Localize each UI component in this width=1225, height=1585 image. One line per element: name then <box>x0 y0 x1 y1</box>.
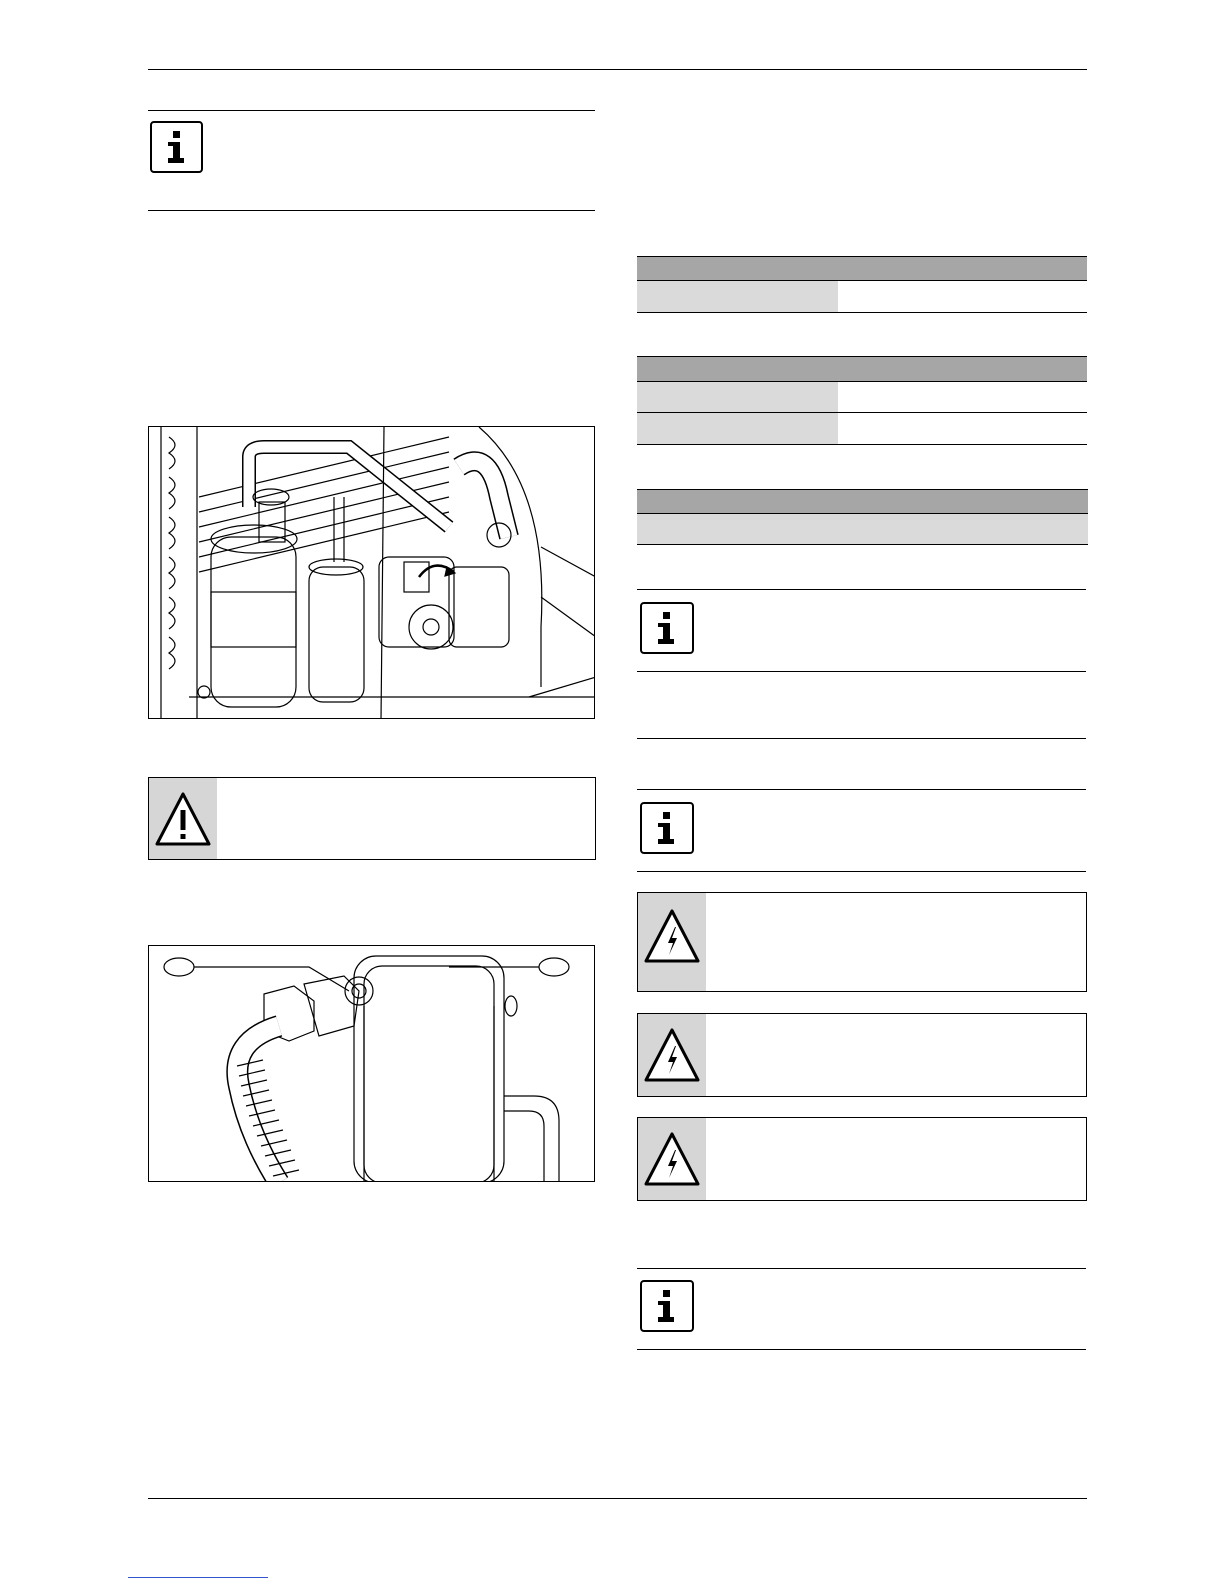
electric-warning-box-2 <box>637 1013 1087 1097</box>
right-note-2-top-rule <box>637 789 1086 790</box>
electric-hazard-icon <box>642 1130 702 1190</box>
table-2 <box>637 356 1087 445</box>
caution-triangle-icon <box>153 790 213 850</box>
right-note-2-bottom-rule <box>637 871 1086 872</box>
electric-warning-strip <box>638 1014 706 1096</box>
table-1-header <box>637 256 1087 281</box>
right-note-1-bottom-rule <box>637 671 1086 672</box>
table-2-row-2-label <box>637 413 838 444</box>
info-icon <box>640 1280 694 1332</box>
electric-warning-strip <box>638 1118 706 1200</box>
footer-rule <box>148 1498 1087 1499</box>
table-1 <box>637 256 1087 313</box>
left-note-top-rule <box>148 110 595 111</box>
right-note-1-top-rule <box>637 589 1086 590</box>
header-rule <box>148 69 1087 70</box>
right-separator-rule <box>637 738 1086 739</box>
heat-exchanger-figure <box>148 945 595 1182</box>
caution-warning-box <box>148 777 596 860</box>
footer-link-underline[interactable] <box>128 1577 268 1578</box>
electric-warning-strip <box>638 893 706 991</box>
heat-exchanger-drawing <box>149 946 595 1182</box>
table-3-row-1 <box>637 514 1088 544</box>
electric-hazard-icon <box>642 907 702 967</box>
table-2-row-1-label <box>637 382 838 412</box>
electric-warning-box-1 <box>637 892 1087 992</box>
compressor-pump-drawing <box>149 427 595 719</box>
table-1-row-1-label <box>637 281 838 312</box>
left-note-bottom-rule <box>148 210 595 211</box>
right-note-3-top-rule <box>637 1268 1086 1269</box>
info-icon <box>640 802 694 854</box>
right-note-3-bottom-rule <box>637 1349 1086 1350</box>
compressor-pump-figure <box>148 426 595 719</box>
table-3 <box>637 489 1088 545</box>
caution-warning-strip <box>149 778 217 859</box>
info-icon <box>150 121 203 173</box>
electric-warning-box-3 <box>637 1117 1087 1201</box>
info-icon <box>640 602 694 654</box>
electric-hazard-icon <box>642 1026 702 1086</box>
table-2-header <box>637 356 1087 382</box>
table-3-header <box>637 489 1088 514</box>
